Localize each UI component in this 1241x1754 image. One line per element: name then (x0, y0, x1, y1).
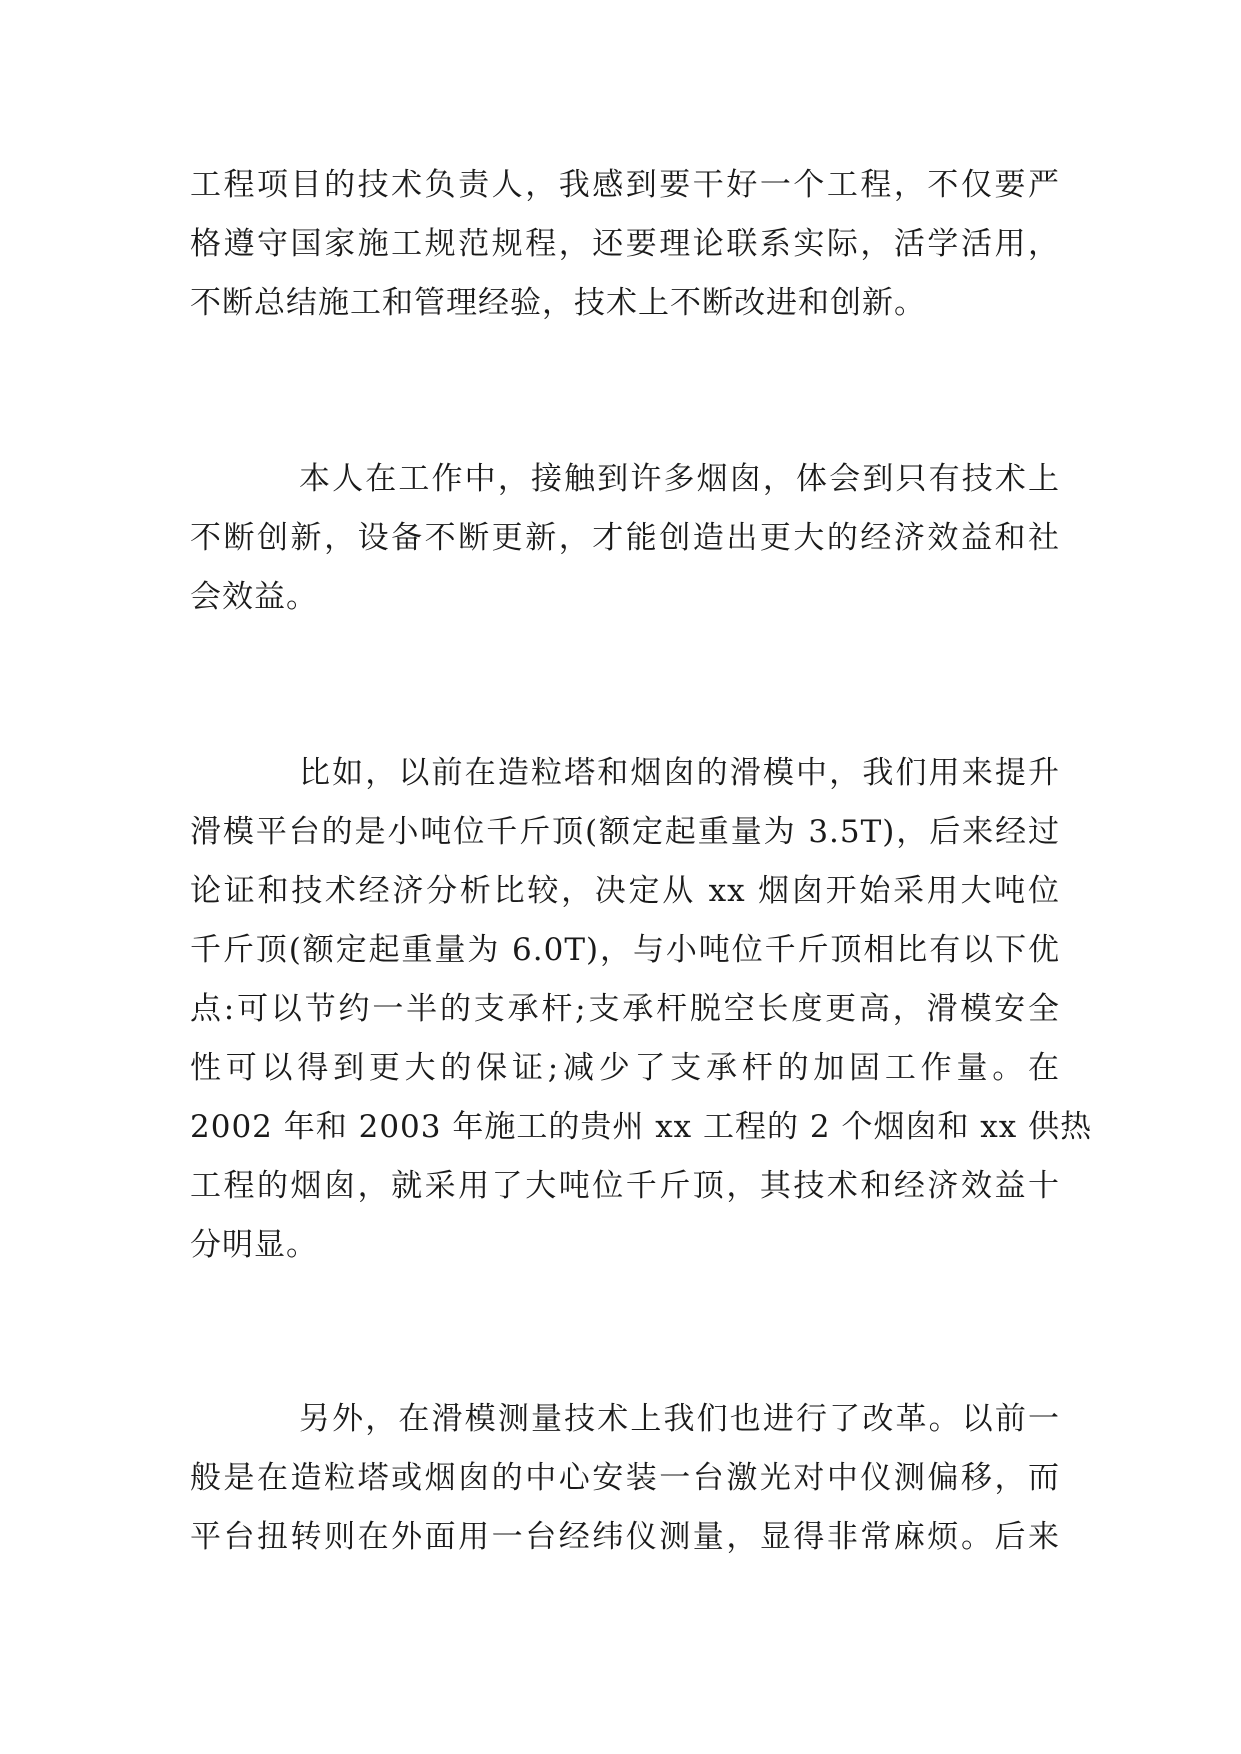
text-line: 平台扭转则在外面用一台经纬仪测量，显得非常麻烦。后来 (190, 1519, 1060, 1555)
paragraph-1 (190, 156, 1060, 333)
text-line: 工程项目的技术负责人，我感到要干好一个工程，不仅要严 (190, 167, 1060, 203)
text-line: 格遵守国家施工规范规程，还要理论联系实际，活学活用， (190, 226, 1060, 262)
text-line: 分明显。 (190, 1227, 318, 1263)
text-line: 2002 年和 2003 年施工的贵州 xx 工程的 2 个烟囱和 xx 供热 (190, 1109, 1093, 1145)
text-line: 性可以得到更大的保证;减少了支承杆的加固工作量。在 (190, 1050, 1060, 1086)
text-line: 本人在工作中，接触到许多烟囱，体会到只有技术上 (299, 461, 1060, 497)
paragraph-4 (190, 1390, 1060, 1567)
text-line: 滑模平台的是小吨位千斤顶(额定起重量为 3.5T)，后来经过 (190, 814, 1060, 850)
text-line: 点:可以节约一半的支承杆;支承杆脱空长度更高，滑模安全 (190, 991, 1060, 1027)
text-line: 般是在造粒塔或烟囱的中心安装一台激光对中仪测偏移，而 (190, 1460, 1060, 1496)
text-line: 会效益。 (190, 579, 318, 615)
text-line: 工程的烟囱，就采用了大吨位千斤顶，其技术和经济效益十 (190, 1168, 1060, 1204)
paragraph-2 (190, 450, 1060, 627)
text-line: 比如，以前在造粒塔和烟囱的滑模中，我们用来提升 (299, 755, 1060, 791)
text-line: 论证和技术经济分析比较，决定从 xx 烟囱开始采用大吨位 (190, 873, 1060, 909)
paragraph-3 (190, 744, 1093, 1275)
text-line: 千斤顶(额定起重量为 6.0T)，与小吨位千斤顶相比有以下优 (190, 932, 1060, 968)
text-line: 不断总结施工和管理经验，技术上不断改进和创新。 (190, 285, 926, 321)
text-line: 不断创新，设备不断更新，才能创造出更大的经济效益和社 (190, 520, 1060, 556)
text-line: 另外，在滑模测量技术上我们也进行了改革。以前一 (299, 1401, 1060, 1437)
